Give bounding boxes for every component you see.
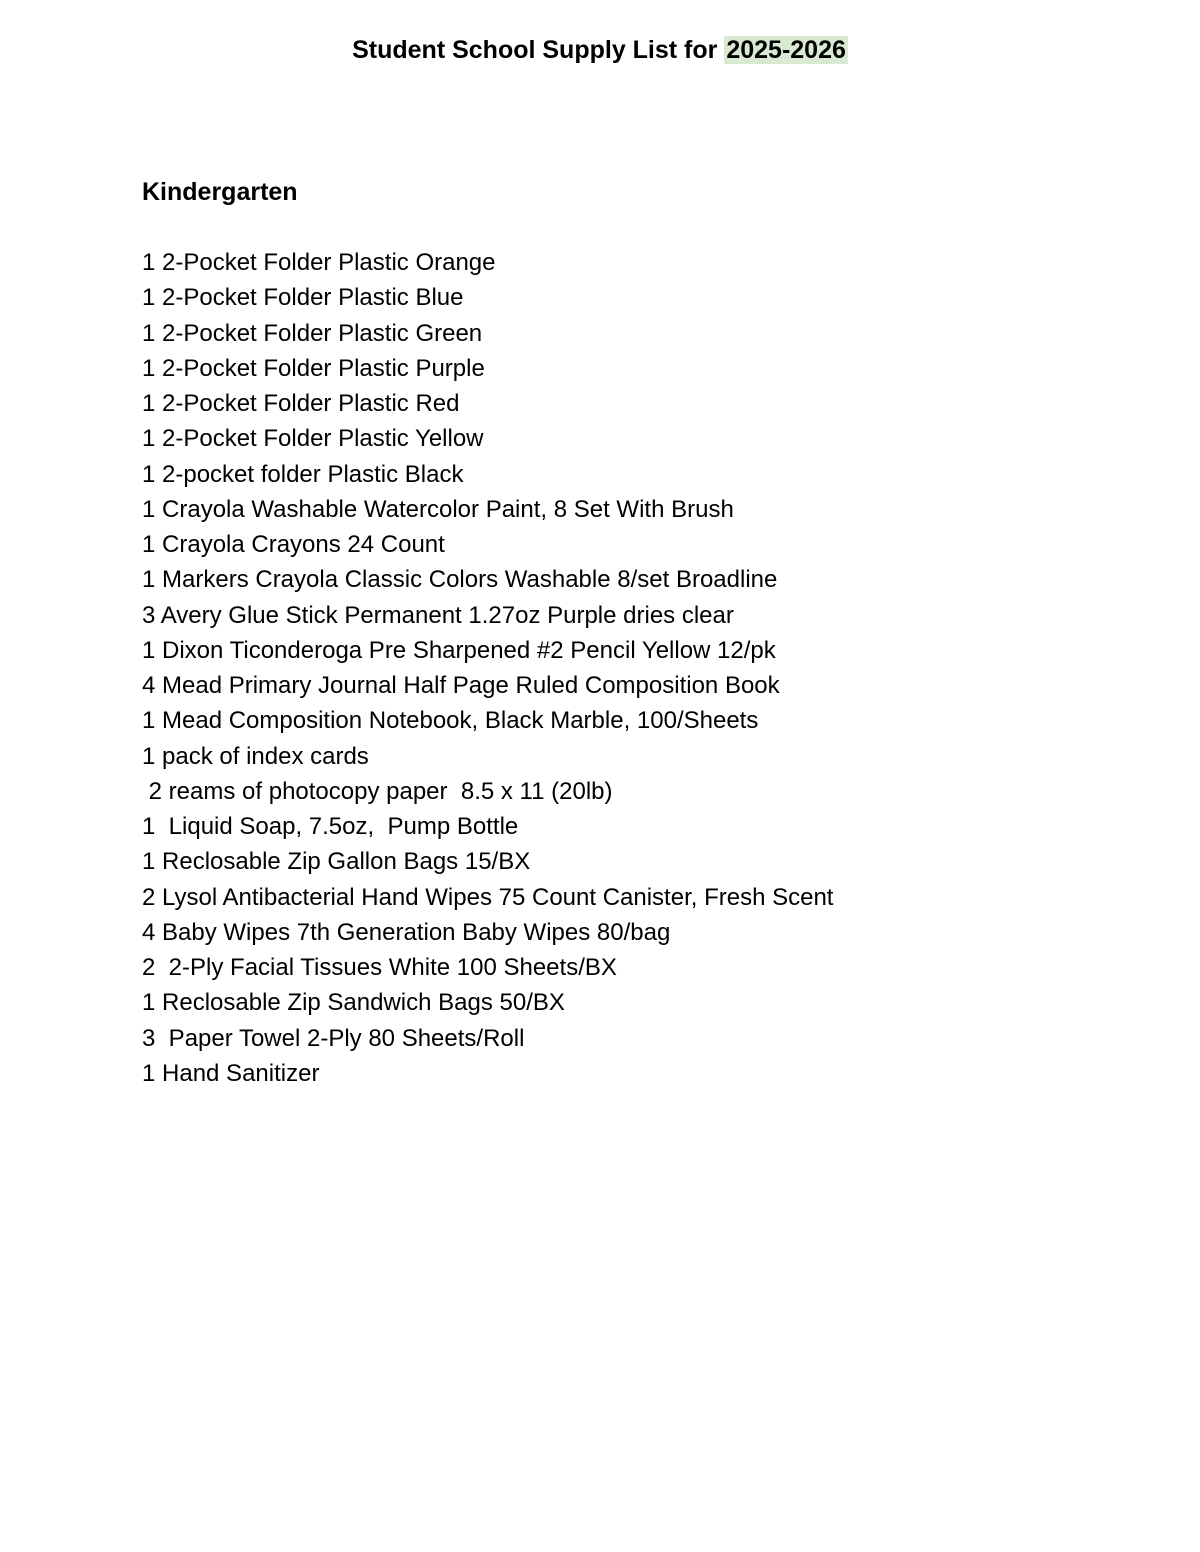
list-item: 1 2-Pocket Folder Plastic Yellow	[142, 425, 484, 453]
list-item: 1 2-pocket folder Plastic Black	[142, 460, 464, 488]
list-item: 1 Mead Composition Notebook, Black Marble, 100/Sheets	[142, 707, 759, 735]
list-item: 1 Markers Crayola Classic Colors Washable 8/set Broadline	[142, 566, 778, 594]
list-item: 3 Avery Glue Stick Permanent 1.27oz Purple dries clear	[142, 601, 734, 629]
section-heading-kindergarten: Kindergarten	[142, 178, 298, 206]
list-item: 2 Lysol Antibacterial Hand Wipes 75 Count Canister, Fresh Scent	[142, 883, 834, 911]
list-item: 1 2-Pocket Folder Plastic Blue	[142, 284, 464, 312]
supply-list	[142, 245, 833, 1091]
list-item: 3 Paper Towel 2-Ply 80 Sheets/Roll	[142, 1024, 525, 1052]
list-item: 1 Dixon Ticonderoga Pre Sharpened #2 Pencil Yellow 12/pk	[142, 636, 776, 664]
list-item: 4 Baby Wipes 7th Generation Baby Wipes 80/bag	[142, 918, 671, 946]
list-item: 1 2-Pocket Folder Plastic Green	[142, 319, 483, 347]
list-item: 1 Liquid Soap, 7.5oz, Pump Bottle	[142, 813, 519, 840]
list-item: 1 2-Pocket Folder Plastic Orange	[142, 249, 496, 276]
list-item: 1 Reclosable Zip Gallon Bags 15/BX	[142, 848, 531, 876]
list-item: 2 2-Ply Facial Tissues White 100 Sheets/BX	[142, 954, 617, 981]
list-item: 1 2-Pocket Folder Plastic Purple	[142, 354, 485, 382]
list-item: 1 pack of index cards	[142, 742, 369, 770]
list-item: 1 Reclosable Zip Sandwich Bags 50/BX	[142, 989, 565, 1017]
list-item: 1 Hand Sanitizer	[142, 1059, 320, 1087]
title-year-highlight: 2025-2026	[726, 36, 846, 64]
list-item: 2 reams of photocopy paper 8.5 x 11 (20lb)	[142, 777, 613, 805]
list-item: 4 Mead Primary Journal Half Page Ruled Composition Book	[142, 672, 780, 699]
list-item: 1 2-Pocket Folder Plastic Red	[142, 390, 460, 417]
page-title	[0, 33, 1200, 67]
title-prefix: Student School Supply List for	[352, 36, 725, 64]
list-item: 1 Crayola Washable Watercolor Paint, 8 Set With Brush	[142, 495, 734, 523]
list-item: 1 Crayola Crayons 24 Count	[142, 531, 445, 558]
